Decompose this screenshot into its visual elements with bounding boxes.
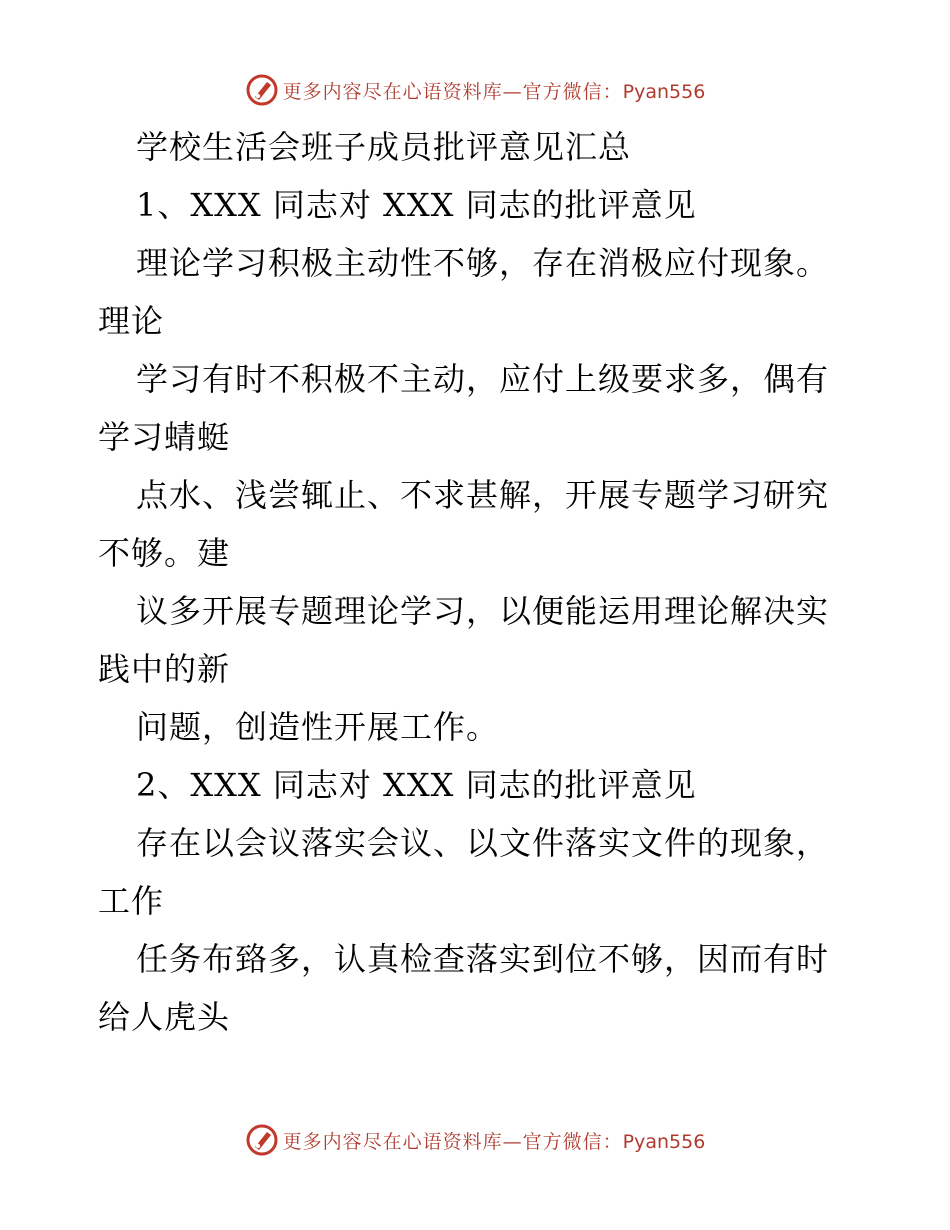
paragraph-line: 点水、浅尝辄止、不求甚解，开展专题学习研究: [136, 476, 830, 514]
paragraph-line: 学习有时不积极不主动，应付上级要求多，偶有: [136, 360, 830, 398]
red-ink-pen-icon: [245, 1123, 279, 1157]
paragraph-line: 给人虎头: [98, 998, 231, 1036]
paragraph-line: 存在以会议落实会议、以文件落实文件的现象，: [136, 824, 830, 862]
watermark-wechat-id: Pyan556: [622, 80, 706, 103]
watermark-text: 更多内容尽在心语资料库—官方微信：: [282, 1130, 623, 1153]
document-body: [98, 118, 858, 1046]
paragraph-line: 践中的新: [98, 650, 231, 688]
paragraph-line: 理论: [98, 302, 165, 340]
watermark-wechat-id: Pyan556: [622, 1130, 706, 1153]
paragraph-line: 工作: [98, 882, 165, 920]
header-watermark-banner: [0, 70, 950, 110]
section-heading-1: 1、XXX 同志对 XXX 同志的批评意见: [136, 186, 697, 224]
paragraph-line: 学习蜻蜓: [98, 418, 231, 456]
section-heading-2: 2、XXX 同志对 XXX 同志的批评意见: [136, 766, 697, 804]
watermark-text: 更多内容尽在心语资料库—官方微信：: [282, 80, 623, 103]
footer-watermark-banner: [0, 1120, 950, 1160]
paragraph-line: 任务布臵多，认真检查落实到位不够，因而有时: [136, 940, 830, 978]
paragraph-line: 不够。建: [98, 534, 231, 572]
paragraph-line: 问题，创造性开展工作。: [136, 708, 500, 746]
paragraph-line: 理论学习积极主动性不够，存在消极应付现象。: [136, 244, 830, 282]
document-title: 学校生活会班子成员批评意见汇总: [136, 128, 632, 166]
paragraph-line: 议多开展专题理论学习，以便能运用理论解决实: [136, 592, 830, 630]
red-ink-pen-icon: [245, 73, 279, 107]
